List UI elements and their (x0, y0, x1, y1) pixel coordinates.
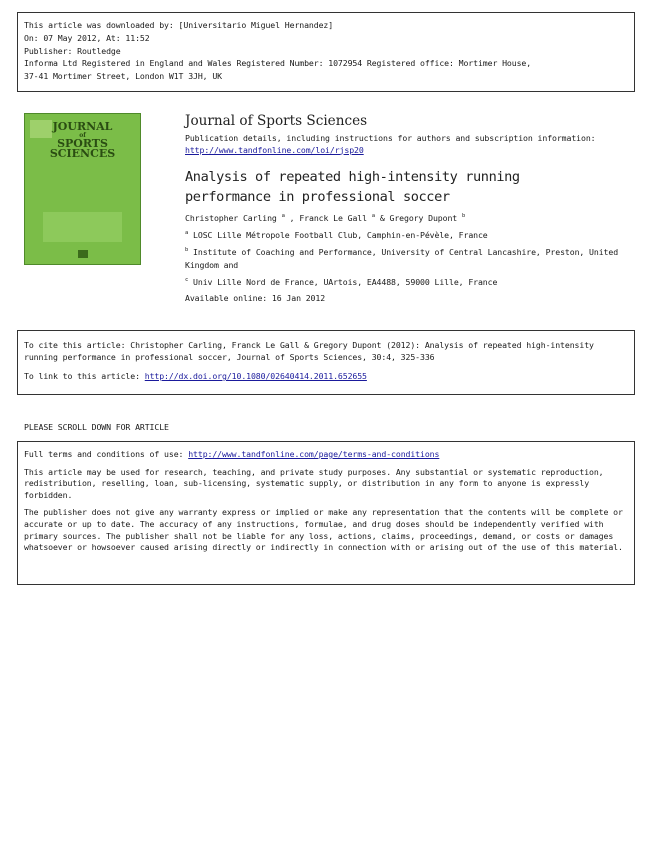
journal-url-link[interactable]: http://www.tandfonline.com/loi/rjsp20 (185, 144, 364, 155)
affiliation-b (185, 244, 625, 270)
affiliation-mark: a (185, 230, 189, 237)
terms-link-line (24, 449, 628, 461)
terms-paragraph: This article may be used for research, teaching, and private study purposes. Any substantial or systematic reproduction, redistribution, reselling, loan, sub-licensing, systematic supply, or distribution in any form to anyone is expressly forbidden. (24, 466, 604, 500)
cover-text-band (43, 212, 122, 242)
registration-line: Informa Ltd Registered in England and Wales Registered Number: 1072954 Registered office: Mortimer House, (24, 58, 532, 69)
doi-line (24, 371, 628, 383)
authors-block (185, 210, 625, 291)
affiliation-c (185, 274, 625, 288)
article-title (185, 167, 520, 207)
author-affiliation-mark: a (281, 213, 285, 219)
author-name: Christopher Carling (185, 213, 277, 223)
author-list (185, 210, 625, 224)
affiliation-mark: b (185, 247, 189, 254)
publisher-line: Publisher: Routledge (24, 45, 121, 56)
publication-details (185, 133, 615, 156)
cover-title-line: of (79, 131, 86, 139)
affiliation-text: Univ Lille Nord de France, UArtois, EA4488, 59000 Lille, France (188, 276, 498, 287)
address-line: 37-41 Mortimer Street, London W1T 3JH, UK (24, 71, 223, 82)
doi-label: To link to this article: (24, 371, 145, 382)
publication-details-text: Publication details, including instructions for authors and subscription information: (185, 133, 596, 143)
cover-title (25, 122, 140, 160)
download-date-line: On: 07 May 2012, At: 11:52 (24, 32, 150, 43)
doi-link[interactable]: http://dx.doi.org/10.1080/02640414.2011.652655 (144, 371, 367, 382)
affiliation-text: Institute of Coaching and Performance, University of Central Lancashire, Preston, United Kingdom and (185, 247, 619, 270)
article-title-line: performance in professional soccer (185, 189, 450, 205)
terms-label: Full terms and conditions of use: (24, 449, 189, 459)
journal-cover-image (24, 113, 141, 265)
publisher-logo-icon (78, 250, 88, 258)
author-name: & Gregory Dupont (379, 213, 458, 223)
cover-title-line: SPORTS (57, 136, 108, 150)
terms-link[interactable]: http://www.tandfonline.com/page/terms-and-conditions (188, 449, 440, 459)
author-name: , Franck Le Gall (289, 213, 367, 223)
download-info-line: This article was downloaded by: [Universitario Miguel Hernandez] (24, 20, 334, 30)
cover-title-line: JOURNAL (52, 120, 113, 133)
citation-box (17, 330, 635, 395)
cover-title-line: SCIENCES (49, 147, 116, 160)
article-title-line: Analysis of repeated high-intensity running (185, 169, 520, 185)
available-online-date: Available online: 16 Jan 2012 (185, 293, 326, 303)
terms-box (17, 441, 635, 585)
affiliation-text: LOSC Lille Métropole Football Club, Camphin-en-Pévèle, France (188, 230, 488, 241)
affiliation-a (185, 227, 625, 241)
affiliation-mark: c (185, 276, 189, 283)
author-affiliation-mark: b (461, 213, 466, 219)
author-affiliation-mark: a (371, 213, 376, 219)
scroll-notice: PLEASE SCROLL DOWN FOR ARTICLE (24, 422, 169, 432)
download-info-box (17, 12, 635, 92)
disclaimer-paragraph: The publisher does not give any warranty express or implied or make any representation that the contents will be complete or accurate or up to date. The accuracy of any instructions, formulae, and drug doses should be independently verified with primary sources. The publisher shall not be liable for any loss, actions, claims, proceedings, demand, or costs or damages whatsoever or howsoever caused arising directly or indirectly in connection with or arising out of the use of this material. (24, 507, 623, 553)
journal-name: Journal of Sports Sciences (185, 113, 368, 129)
citation-text: To cite this article: Christopher Carling, Franck Le Gall & Gregory Dupont (2012): Analysis of repeated high-intensity running performance in professional soccer, Journal of Sports Sciences, 30:4, 325-336 (24, 340, 594, 362)
